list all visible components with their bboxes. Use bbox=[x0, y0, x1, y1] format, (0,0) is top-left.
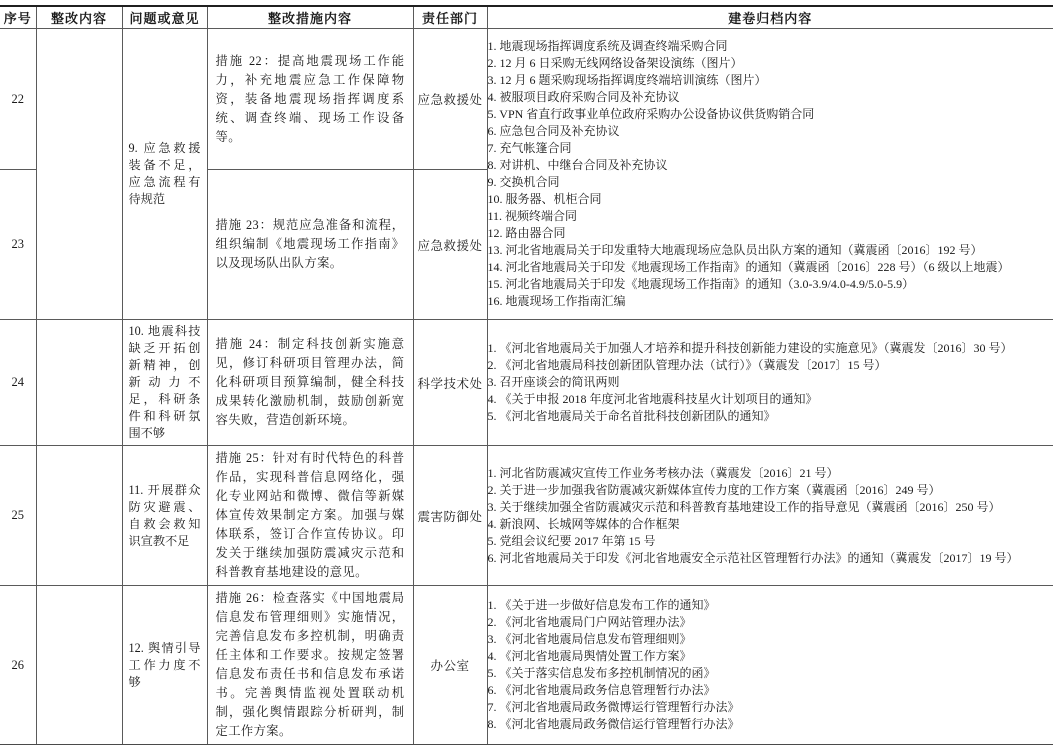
archive-item: 7. 《河北省地震局政务微博运行管理暂行办法》 bbox=[488, 699, 1053, 716]
archive-cell bbox=[487, 320, 1053, 446]
measure-cell bbox=[207, 29, 413, 170]
archive-item: 4. 《河北省地震局舆情处置工作方案》 bbox=[488, 648, 1053, 665]
col-header-content: 整改内容 bbox=[36, 6, 122, 29]
archive-item: 3. 12 月 6 题采购现场指挥调度终端培训演练（图片） bbox=[488, 72, 1053, 89]
dept-cell: 应急救援处 bbox=[413, 170, 487, 320]
archive-item: 3. 召开座谈会的简讯两则 bbox=[488, 374, 1053, 391]
archive-item: 15. 河北省地震局关于印发《地震现场工作指南》的通知（3.0-3.9/4.0-4.9/5.0-5.9） bbox=[488, 276, 1053, 293]
col-header-archive: 建卷归档内容 bbox=[487, 6, 1053, 29]
archive-item: 4. 《关于申报 2018 年度河北省地震科技星火计划项目的通知》 bbox=[488, 391, 1053, 408]
archive-item: 3. 《河北省地震局信息发布管理细则》 bbox=[488, 631, 1053, 648]
measure-text: 措施 25：针对有时代特色的科普作品，实现科普信息网络化，强化专业网站和微博、微信等新媒体宣传效果制定方案。加强与媒体联系，签订合作宣传协议。印发关于继续加强防震减灾示范和科普教育基地建设的意见。 bbox=[208, 446, 413, 585]
archive-item: 11. 视频终端合同 bbox=[488, 208, 1053, 225]
document-page bbox=[0, 5, 1053, 745]
measure-cell bbox=[207, 446, 413, 586]
measure-cell bbox=[207, 170, 413, 320]
col-header-dept: 责任部门 bbox=[413, 6, 487, 29]
archive-item: 4. 被服项目政府采购合同及补充协议 bbox=[488, 89, 1053, 106]
row-no-cell: 25 bbox=[0, 446, 36, 586]
issue-text: 9. 应急救援装备不足，应急流程有待规范 bbox=[123, 137, 207, 211]
archive-item: 8. 《河北省地震局政务微信运行管理暂行办法》 bbox=[488, 716, 1053, 733]
measure-text: 措施 22：提高地震现场工作能力，补充地震应急工作保障物资，装备地震现场指挥调度系统、调查终端、现场工作设备等。 bbox=[208, 49, 413, 150]
archive-item: 6. 《河北省地震局政务信息管理暂行办法》 bbox=[488, 682, 1053, 699]
archive-item: 6. 河北省地震局关于印发《河北省地震安全示范社区管理暂行办法》的通知（冀震发〔2017〕19 号） bbox=[488, 550, 1053, 567]
archive-item: 3. 关于继续加强全省防震减灾示范和科普教育基地建设工作的指导意见（冀震函〔2016〕250 号） bbox=[488, 499, 1053, 516]
issue-cell bbox=[122, 320, 207, 446]
col-header-no: 序号 bbox=[0, 6, 36, 29]
archive-item: 14. 河北省地震局关于印发《地震现场工作指南》的通知（冀震函〔2016〕228 号）（6 级以上地震） bbox=[488, 259, 1053, 276]
archive-item: 1. 河北省防震减灾宣传工作业务考核办法（冀震发〔2016〕21 号） bbox=[488, 465, 1053, 482]
archive-item: 10. 服务器、机柜合同 bbox=[488, 191, 1053, 208]
archive-item: 4. 新浪网、长城网等媒体的合作框架 bbox=[488, 516, 1053, 533]
archive-cell bbox=[487, 29, 1053, 320]
content-cell bbox=[36, 320, 122, 446]
dept-cell: 办公室 bbox=[413, 586, 487, 745]
archive-item: 5. 党组会议纪要 2017 年第 15 号 bbox=[488, 533, 1053, 550]
col-header-measure: 整改措施内容 bbox=[207, 6, 413, 29]
archive-item: 2. 关于进一步加强我省防震减灾新媒体宣传力度的工作方案（冀震函〔2016〕249 号） bbox=[488, 482, 1053, 499]
content-cell bbox=[36, 446, 122, 586]
col-header-issue: 问题或意见 bbox=[122, 6, 207, 29]
table-row-22 bbox=[0, 29, 1053, 170]
content-cell bbox=[36, 586, 122, 745]
archive-item: 12. 路由器合同 bbox=[488, 225, 1053, 242]
row-no-cell: 23 bbox=[0, 170, 36, 320]
archive-item: 8. 对讲机、中继台合同及补充协议 bbox=[488, 157, 1053, 174]
row-no-cell: 24 bbox=[0, 320, 36, 446]
archive-item: 7. 充气帐篷合同 bbox=[488, 140, 1053, 157]
archive-item: 5. 《河北省地震局关于命名首批科技创新团队的通知》 bbox=[488, 408, 1053, 425]
archive-item: 1. 《关于进一步做好信息发布工作的通知》 bbox=[488, 597, 1053, 614]
measure-cell bbox=[207, 320, 413, 446]
row-no-cell: 26 bbox=[0, 586, 36, 745]
archive-item: 2. 《河北省地震局门户网站管理办法》 bbox=[488, 614, 1053, 631]
table-row-25 bbox=[0, 446, 1053, 586]
rectification-archive-table bbox=[0, 5, 1053, 745]
archive-item: 16. 地震现场工作指南汇编 bbox=[488, 293, 1053, 310]
measure-text: 措施 23：规范应急准备和流程，组织编制《地震现场工作指南》以及现场队出队方案。 bbox=[208, 213, 413, 276]
header-row bbox=[0, 6, 1053, 29]
dept-cell: 震害防御处 bbox=[413, 446, 487, 586]
dept-cell: 应急救援处 bbox=[413, 29, 487, 170]
row-no-cell: 22 bbox=[0, 29, 36, 170]
measure-text: 措施 26：检查落实《中国地震局信息发布管理细则》实施情况，完善信息发布多控机制，明确责任主体和工作要求。按规定签署信息发布责任书和信息发布承诺书。完善舆情监视处置联动机制，强化舆情跟踪分析研判，制定工作方案。 bbox=[208, 586, 413, 744]
archive-item: 5. 《关于落实信息发布多控机制情况的函》 bbox=[488, 665, 1053, 682]
measure-text: 措施 24：制定科技创新实施意见，修订科研项目管理办法，简化科研项目预算编制，健全科技成果转化激励机制，鼓励创新宽容失败，营造创新环境。 bbox=[208, 332, 413, 433]
archive-item: 6. 应急包合同及补充协议 bbox=[488, 123, 1053, 140]
archive-item: 2. 12 月 6 日采购无线网络设备架设演练（图片） bbox=[488, 55, 1053, 72]
archive-item: 13. 河北省地震局关于印发重特大地震现场应急队员出队方案的通知（冀震函〔2016〕192 号） bbox=[488, 242, 1053, 259]
issue-cell bbox=[122, 446, 207, 586]
table-row-24 bbox=[0, 320, 1053, 446]
issue-text: 10. 地震科技缺乏开拓创新精神，创新动力不足，科研条件和科研氛围不够 bbox=[123, 320, 207, 445]
archive-item: 1. 《河北省地震局关于加强人才培养和提升科技创新能力建设的实施意见》（冀震发〔2016〕30 号） bbox=[488, 340, 1053, 357]
issue-cell bbox=[122, 29, 207, 320]
archive-item: 9. 交换机合同 bbox=[488, 174, 1053, 191]
dept-cell: 科学技术处 bbox=[413, 320, 487, 446]
archive-item: 2. 《河北省地震局科技创新团队管理办法（试行）》（冀震发〔2017〕15 号） bbox=[488, 357, 1053, 374]
issue-text: 12. 舆情引导工作力度不够 bbox=[123, 637, 207, 694]
archive-item: 5. VPN 省直行政事业单位政府采购办公设备协议供货购销合同 bbox=[488, 106, 1053, 123]
table-row-26 bbox=[0, 586, 1053, 745]
issue-cell bbox=[122, 586, 207, 745]
measure-cell bbox=[207, 586, 413, 745]
archive-item: 1. 地震现场指挥调度系统及调查终端采购合同 bbox=[488, 38, 1053, 55]
archive-cell bbox=[487, 446, 1053, 586]
issue-text: 11. 开展群众防灾避震、自救会救知识宣教不足 bbox=[123, 479, 207, 553]
content-cell bbox=[36, 29, 122, 320]
archive-cell bbox=[487, 586, 1053, 745]
